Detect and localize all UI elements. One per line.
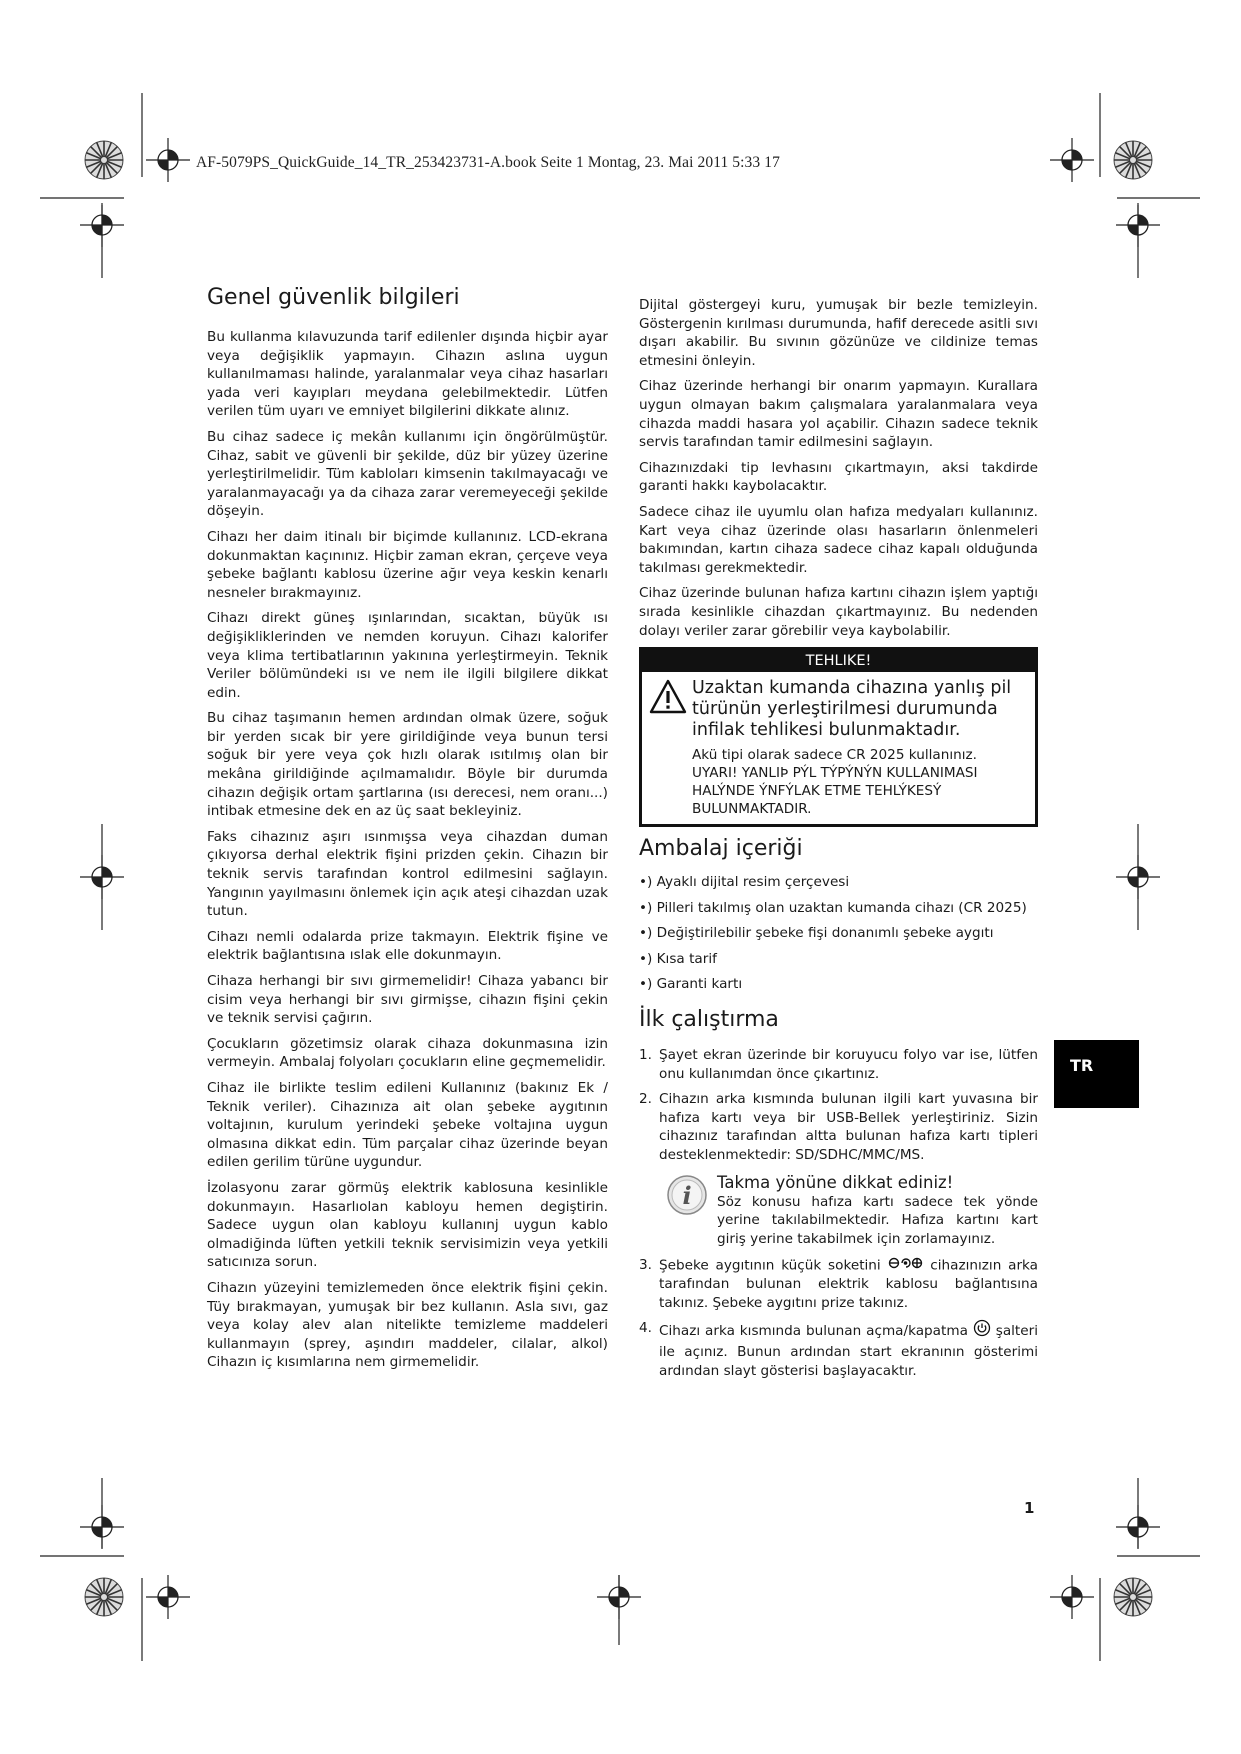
step-number: 1. xyxy=(639,1047,652,1064)
safety-paragraph: Dijital göstergeyi kuru, yumuşak bir bezle temizleyin. Göstergenin kırılması durumunda, hafif derecede asitli sıvı dışarı akabilir. Bu sıvının gözünüze ve cildinize temas etmesini önleyin. xyxy=(639,297,1038,369)
step-text xyxy=(659,1256,1038,1312)
list-item: •) Ayaklı dijital resim çerçevesi xyxy=(639,874,850,891)
package-contents-heading: Ambalaj içeriği xyxy=(639,836,803,862)
danger-warning-text: UYARI! YANLIÞ PÝL TÝPÝNÝN KULLANIMASI HALÝNDE ÝNFÝLAK ETME TEHLÝKESÝ BULUNMAKTADIR. xyxy=(692,765,978,818)
info-note xyxy=(665,1173,1038,1249)
info-icon xyxy=(665,1173,717,1249)
first-operation-steps-continued xyxy=(639,1256,1038,1380)
right-column xyxy=(639,296,1038,1387)
safety-paragraph: Cihazı direkt güneş ışınlarından, sıcaktan, büyük ısı değişikliklerinden ve nemden koruyun. Cihazı kalorifer veya klima tertibatlarının yakınına yerleştirmeyin. Teknik Veriler bölümündeki ısı ve nem ile ilgili bilgilere dikkat edin. xyxy=(207,610,608,701)
svg-text:i: i xyxy=(682,1180,692,1210)
list-item: •) Kısa tarif xyxy=(639,950,717,967)
step-text-part: Cihazı arka kısmında bulunan açma/kapatma xyxy=(659,1323,968,1340)
step-number: 2. xyxy=(639,1091,652,1108)
step-item xyxy=(639,1090,1038,1164)
safety-paragraph: Faks cihazınız aşırı ısınmışsa veya cihazdan duman çıkıyorsa derhal elektrik fişini prizden çekin. Cihazın bir teknik servis tarafından kontrol edilmesini sağlayın. Yangının yayılmasını önlemek için açık ateşi cihazdan uzak tutun. xyxy=(207,828,608,920)
safety-paragraph: Cihaz üzerinde bulunan hafıza kartını cihazın işlem yaptığı sırada kesinlikle cihazdan çıkartmayınız. Bu nedenden dolayı veriler zarar görebilir veya kaybolabilir. xyxy=(639,585,1038,639)
safety-paragraph: İzolasyonu zarar görmüş elektrik kablosuna kesinlikle dokunmayın. Hasarlıolan kabloyu hemen degiştirin. Sadece uygun olan kabloyu kullanınj uygun kablo olmadiğinda lüften yetkili teknik servisimizin veya yetkili satıcınıza sorun. xyxy=(207,1179,608,1271)
safety-paragraph: Cihazı her daim itinalı bir biçimde kullanınız. LCD-ekrana dokunmaktan kaçınınız. Hiçbir zaman ekran, çerçeve veya şebeke bağlantı kablosu üzerine ağır veya keskin kenarlı nesneler bırakmayınız. xyxy=(207,528,608,601)
first-operation-steps xyxy=(639,1046,1038,1165)
safety-paragraph: Cihaza herhangi bir sıvı girmemelidir! Cihaza yabancı bir cisim veya herhangi bir sıvı girmişse, cihazın fişini çekin ve teknik servisi çağırın. xyxy=(207,973,608,1027)
step-text xyxy=(659,1319,1038,1380)
power-icon xyxy=(973,1319,991,1343)
danger-lead-text: Uzaktan kumanda cihazına yanlış pil türünün yerleştirilmesi durumunda infilak tehlikesi bulunmaktadır. xyxy=(692,678,1012,741)
safety-paragraph: Cihazın yüzeyini temizlemeden önce elektrik fişini çekin. Tüy bırakmayan, yumuşak bir bez kullanın. Asla sıvı, gaz veya kolay alev alan nitelikte temizleme maddeleri kullanmayın (sprey, aşındırı maddeler, cilalar, alkol) Cihazın iç kısımlarına nem girmemelidir. xyxy=(207,1279,608,1371)
left-column xyxy=(207,284,608,1379)
warning-triangle-icon xyxy=(648,678,692,818)
step-item xyxy=(639,1256,1038,1312)
safety-paragraph: Cihaz ile birlikte teslim edileni Kullanınız (bakınız Ek / Teknik veriler). Cihazınıza ait olan şebeke aygıtının voltajının, kurulum yerindeki şebeke voltajına uygun olmasına dikkat edin. Tüm parçalar cihaz üzerinde beyan edilen gerilim türüne uygundur. xyxy=(207,1079,608,1171)
step-item xyxy=(639,1046,1038,1083)
safety-heading: Genel güvenlik bilgileri xyxy=(207,285,460,310)
note-title: Takma yönüne dikkat ediniz! xyxy=(717,1172,954,1192)
danger-battery-text: Akü tipi olarak sadece CR 2025 kullanınız. xyxy=(692,747,977,764)
list-item: •) Garanti kartı xyxy=(639,976,743,993)
step-text-part: cihazınızın arka tarafından bulunan elektrik kablosu bağlantısına takınız. Şebeke aygıtını prize takınız. xyxy=(659,1257,1039,1311)
dc-plug-icon xyxy=(888,1256,924,1275)
package-contents-list xyxy=(639,873,1038,994)
step-text: Şayet ekran üzerinde bir koruyucu folyo var ise, lütfen onu kullanımdan önce çıkartınız. xyxy=(659,1047,1038,1082)
first-operation-heading: İlk çalıştırma xyxy=(639,1007,779,1033)
list-item: •) Pilleri takılmış olan uzaktan kumanda cihazı (CR 2025) xyxy=(639,899,1027,916)
safety-paragraph: Bu cihaz sadece iç mekân kullanımı için öngörülmüştür. Cihaz, sabit ve güvenli bir şekilde, düz bir yüzey üzerine yerleştirilmelidir. Tüm kabloları kimsenin takılmayacağı ve yaralanmayacağı ya da cihaza zarar veremeyeceği şekilde döşeyin. xyxy=(207,428,608,520)
note-text: Söz konusu hafıza kartı sadece tek yönde yerine takılabilmektedir. Hafıza kartını kart giriş yerine takabilmek için zorlamayınız. xyxy=(717,1193,1038,1247)
page-number: 1 xyxy=(1024,1499,1035,1517)
language-tab-label: TR xyxy=(1070,1056,1094,1075)
safety-paragraph: Cihaz üzerinde herhangi bir onarım yapmayın. Kurallara uygun olmayan bakım çalışmalara yaralanmalara veya cihazda maddi hasara yol açabilir. Cihazın sadece teknik servis tarafından tamir edilmesini sağlayın. xyxy=(639,378,1038,451)
step-number: 4. xyxy=(639,1320,652,1337)
list-item: •) Değiştirilebilir şebeke fişi donanımlı şebeke aygıtı xyxy=(639,925,994,942)
danger-label: TEHLIKE! xyxy=(642,650,1035,672)
danger-box xyxy=(639,647,1038,827)
step-item xyxy=(639,1319,1038,1380)
language-tab xyxy=(1054,1040,1139,1108)
step-text-part: şalteri ile açınız. Bunun ardından start ekranının gösterimi ardından slayt gösterisi başlayacaktır. xyxy=(659,1323,1038,1379)
safety-paragraph: Cihazı nemli odalarda prize takmayın. Elektrik fişine ve elektrik bağlantısına ıslak elle dokunmayın. xyxy=(207,928,608,964)
step-number: 3. xyxy=(639,1257,652,1274)
safety-paragraph: Bu kullanma kılavuzunda tarif edilenler dışında hiçbir ayar veya değişiklik yapmayın. Cihazın aslına uygun kullanılmaması halinde, yaralanmalar veya cihaz hasarları yada veri kayıpları meydana gelebilmektedir. Lütfen verilen tüm uyarı ve emniyet bilgilerini dikkate alınız. xyxy=(207,329,608,420)
step-text-part: Şebeke aygıtının küçük soketini xyxy=(659,1257,881,1274)
safety-paragraph: Bu cihaz taşımanın hemen ardından olmak üzere, soğuk bir yerden sıcak bir yere girildiğinde veya bunun tersi soğuk bir yere veya çok hızlı olarak ısıtılmış olan bir mekâna girildiğinde açılmamalıdır. Böyle bir durumda cihazın değişik ortam şartlarına (ısı derecesi, nem oranı...) intibak etmesine dek en az üç saat bekleyiniz. xyxy=(207,710,608,820)
file-header: AF-5079PS_QuickGuide_14_TR_253423731-A.book Seite 1 Montag, 23. Mai 2011 5:33 17 xyxy=(196,154,780,171)
safety-paragraph: Cihazınızdaki tip levhasını çıkartmayın, aksi takdirde garanti hakkı kaybolacaktır. xyxy=(639,459,1038,495)
safety-paragraph: Sadece cihaz ile uyumlu olan hafıza medyaları kullanınız. Kart veya cihaz üzerinde olası hasarların önlenmeleri bakımından, kartın cihaza sadece cihaz kapalı olduğunda takılması gerekmektedir. xyxy=(639,503,1038,576)
step-text: Cihazın arka kısmında bulunan ilgili kart yuvasına bir hafıza kartı veya bir USB-Bellek yerleştiriniz. Sizin cihazınız tarafından altta bulunan hafıza kartı tipleri desteklenmektedir: SD/SDHC/MMC/MS. xyxy=(659,1091,1038,1164)
safety-paragraph: Çocukların gözetimsiz olarak cihaza dokunmasına izin vermeyin. Ambalaj folyoları çocukların eline geçmemelidir. xyxy=(207,1035,608,1071)
